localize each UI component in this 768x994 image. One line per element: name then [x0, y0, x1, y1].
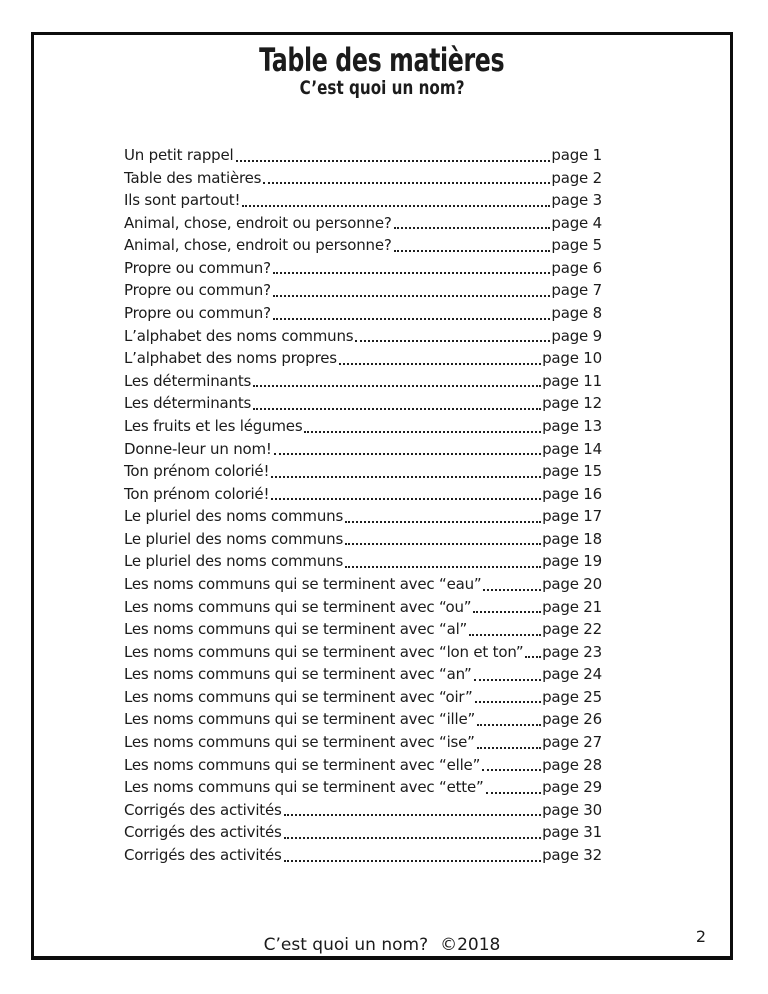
- toc-entry: [124, 370, 602, 393]
- dot-leader: [263, 182, 550, 184]
- page-number: 2: [695, 927, 706, 946]
- toc-entry-page: page 11: [542, 371, 602, 390]
- dot-leader: [273, 295, 551, 297]
- page-subtitle: [34, 78, 730, 99]
- toc-entry-label: Les noms communs qui se terminent avec “an”: [124, 665, 472, 684]
- dot-leader: [345, 543, 541, 545]
- toc-entry-page: page 14: [542, 439, 602, 458]
- dot-leader: [304, 431, 541, 433]
- toc-entry-page: page 32: [542, 845, 602, 864]
- dot-leader: [274, 453, 541, 455]
- toc-entry: [124, 189, 602, 212]
- toc-entry-page: page 15: [542, 462, 602, 481]
- dot-leader: [271, 498, 541, 500]
- toc-entry-page: page 31: [542, 823, 602, 842]
- toc-entry-label: Corrigés des activités: [124, 823, 282, 842]
- toc-entry-page: page 4: [551, 213, 602, 232]
- toc-entry-page: page 19: [542, 552, 602, 571]
- toc-entry-label: Corrigés des activités: [124, 845, 282, 864]
- toc-entry-label: Le pluriel des noms communs: [124, 529, 344, 548]
- toc-entry-label: Les noms communs qui se terminent avec “lon et ton”: [124, 642, 524, 661]
- toc-entry: [124, 844, 602, 867]
- toc-entry-label: Les noms communs qui se terminent avec “elle”: [124, 755, 481, 774]
- toc-entry-label: Propre ou commun?: [124, 258, 271, 277]
- toc-entry: [124, 663, 602, 686]
- table-of-contents: [124, 144, 602, 867]
- toc-entry: [124, 821, 602, 844]
- toc-entry: [124, 550, 602, 573]
- toc-entry-label: Les noms communs qui se terminent avec “oir”: [124, 687, 473, 706]
- toc-entry-page: page 24: [542, 665, 602, 684]
- page-border-frame: [31, 32, 733, 960]
- page-subtitle-text: C’est quoi un nom?: [299, 77, 465, 99]
- dot-leader: [474, 679, 541, 681]
- dot-leader: [345, 521, 541, 523]
- dot-leader: [253, 385, 541, 387]
- toc-entry: [124, 641, 602, 664]
- toc-entry: [124, 167, 602, 190]
- toc-entry-label: Ton prénom colorié!: [124, 484, 270, 503]
- toc-entry-label: Donne-leur un nom!: [124, 439, 272, 458]
- toc-entry-label: Les fruits et les légumes: [124, 416, 303, 435]
- toc-entry: [124, 618, 602, 641]
- toc-entry-page: page 13: [542, 416, 602, 435]
- toc-entry: [124, 234, 602, 257]
- toc-entry-label: Animal, chose, endroit ou personne?: [124, 236, 392, 255]
- dot-leader: [236, 160, 551, 162]
- dot-leader: [394, 250, 551, 252]
- document-header: [34, 35, 730, 99]
- dot-leader: [273, 318, 551, 320]
- toc-entry-page: page 22: [542, 620, 602, 639]
- toc-entry-label: Table des matières: [124, 168, 262, 187]
- toc-entry-label: L’alphabet des noms communs: [124, 326, 354, 345]
- dot-leader: [273, 272, 551, 274]
- dot-leader: [253, 408, 541, 410]
- dot-leader: [469, 634, 541, 636]
- toc-entry-page: page 3: [551, 191, 602, 210]
- toc-entry-page: page 7: [551, 281, 602, 300]
- toc-entry-label: Les déterminants: [124, 394, 252, 413]
- toc-entry-label: Un petit rappel: [124, 146, 234, 164]
- toc-entry-page: page 17: [542, 507, 602, 526]
- toc-entry: [124, 596, 602, 619]
- footer: [34, 935, 730, 955]
- toc-entry: [124, 212, 602, 235]
- toc-entry: [124, 799, 602, 822]
- toc-entry: [124, 415, 602, 438]
- toc-entry-label: Corrigés des activités: [124, 800, 282, 819]
- toc-entry: [124, 325, 602, 348]
- toc-entry-page: page 20: [542, 574, 602, 593]
- dot-leader: [242, 205, 550, 207]
- toc-entry: [124, 279, 602, 302]
- toc-entry-page: page 16: [542, 484, 602, 503]
- toc-entry: [124, 776, 602, 799]
- toc-entry-page: page 5: [551, 236, 602, 255]
- toc-entry-page: page 26: [542, 710, 602, 729]
- dot-leader: [475, 701, 541, 703]
- toc-entry-page: page 8: [551, 304, 602, 323]
- toc-entry-label: Le pluriel des noms communs: [124, 507, 344, 526]
- toc-entry-page: page 12: [542, 394, 602, 413]
- dot-leader: [473, 611, 541, 613]
- toc-entry: [124, 505, 602, 528]
- toc-entry-page: page 6: [551, 258, 602, 277]
- dot-leader: [477, 724, 541, 726]
- dot-leader: [345, 566, 541, 568]
- toc-entry-label: Les déterminants: [124, 371, 252, 390]
- toc-entry: [124, 573, 602, 596]
- toc-entry: [124, 347, 602, 370]
- dot-leader: [486, 792, 542, 794]
- toc-entry: [124, 144, 602, 167]
- toc-entry-label: Les noms communs qui se terminent avec “ou”: [124, 597, 472, 616]
- footer-text: C’est quoi un nom?: [263, 935, 429, 955]
- toc-entry: [124, 460, 602, 483]
- toc-entry: [124, 686, 602, 709]
- dot-leader: [477, 747, 541, 749]
- toc-entry-page: page 23: [542, 642, 602, 661]
- toc-entry-page: page 30: [542, 800, 602, 819]
- dot-leader: [284, 860, 541, 862]
- toc-entry-label: Animal, chose, endroit ou personne?: [124, 213, 392, 232]
- dot-leader: [284, 837, 541, 839]
- dot-leader: [525, 656, 541, 658]
- toc-entry-label: Les noms communs qui se terminent avec “al”: [124, 620, 468, 639]
- toc-entry: [124, 754, 602, 777]
- toc-entry-label: Le pluriel des noms communs: [124, 552, 344, 571]
- toc-entry-label: Les noms communs qui se terminent avec “eau”: [124, 574, 482, 593]
- toc-entry-label: Les noms communs qui se terminent avec “ille”: [124, 710, 476, 729]
- toc-entry: [124, 257, 602, 280]
- dot-leader: [339, 363, 541, 365]
- toc-entry-page: page 21: [542, 597, 602, 616]
- toc-entry-label: Propre ou commun?: [124, 281, 271, 300]
- toc-entry-page: page 18: [542, 529, 602, 548]
- toc-entry-label: Les noms communs qui se terminent avec “ette”: [124, 778, 484, 797]
- dot-leader: [284, 814, 541, 816]
- toc-entry: [124, 528, 602, 551]
- toc-entry-label: Les noms communs qui se terminent avec “ise”: [124, 733, 475, 752]
- toc-entry-page: page 2: [551, 168, 602, 187]
- toc-entry-page: page 10: [542, 349, 602, 368]
- page-title: Table des matières: [259, 41, 505, 79]
- dot-leader: [271, 476, 541, 478]
- toc-entry-page: page 27: [542, 733, 602, 752]
- toc-entry-page: page 1: [551, 146, 602, 164]
- toc-entry-page: page 25: [542, 687, 602, 706]
- footer-year: ©2018: [440, 935, 501, 955]
- toc-entry: [124, 731, 602, 754]
- toc-entry: [124, 302, 602, 325]
- toc-entry: [124, 708, 602, 731]
- toc-entry-page: page 29: [542, 778, 602, 797]
- dot-leader: [482, 769, 541, 771]
- toc-entry: [124, 392, 602, 415]
- toc-entry-label: Ils sont partout!: [124, 191, 241, 210]
- toc-entry: [124, 483, 602, 506]
- toc-entry-page: page 28: [542, 755, 602, 774]
- toc-entry-label: Ton prénom colorié!: [124, 462, 270, 481]
- dot-leader: [394, 227, 551, 229]
- dot-leader: [483, 589, 541, 591]
- toc-entry-label: Propre ou commun?: [124, 304, 271, 323]
- toc-entry-page: page 9: [551, 326, 602, 345]
- dot-leader: [355, 340, 550, 342]
- toc-entry: [124, 438, 602, 461]
- toc-entry-label: L’alphabet des noms propres: [124, 349, 337, 368]
